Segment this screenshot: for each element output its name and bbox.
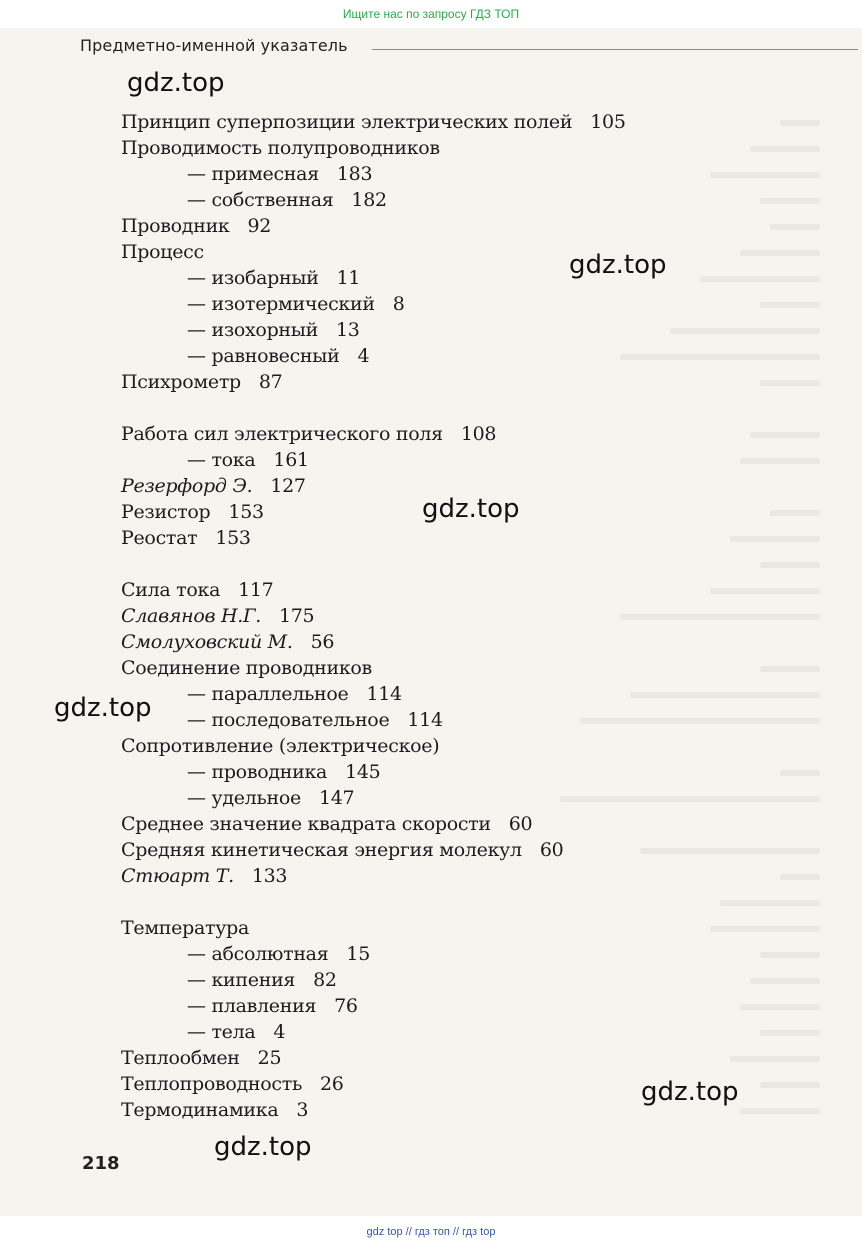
index-entry (187, 683, 402, 705)
index-entry (187, 995, 358, 1017)
entry-term: Принцип суперпозиции электрических полей (121, 111, 573, 133)
entry-dash: — (187, 709, 212, 731)
index-entry (121, 241, 204, 263)
watermark: gdz.top (127, 68, 225, 98)
index-entry (121, 475, 306, 497)
entry-term: изотермический (211, 293, 375, 315)
entry-term: Реостат (121, 527, 198, 549)
entry-page-ref: 127 (270, 475, 306, 497)
entry-page-ref: 153 (228, 501, 264, 523)
entry-page-ref: 25 (257, 1047, 282, 1069)
entry-page-ref: 92 (247, 215, 272, 237)
entry-dash: — (187, 761, 212, 783)
entry-term: удельное (211, 787, 301, 809)
entry-term: проводника (211, 761, 328, 783)
entry-term: Проводимость полупроводников (121, 137, 440, 159)
entry-dash: — (187, 943, 212, 965)
index-entry (121, 813, 532, 835)
entry-page-ref: 56 (310, 631, 335, 653)
entry-page-ref: 147 (318, 787, 355, 809)
entry-page-ref: 114 (407, 709, 443, 731)
top-banner: Ищите нас по запросу ГДЗ ТОП (342, 7, 520, 21)
entry-term: Сила тока (121, 579, 221, 601)
entry-dash: — (187, 1021, 212, 1043)
index-entry (187, 1021, 285, 1043)
entry-page-ref: 182 (351, 189, 387, 211)
entry-term: Теплопроводность (121, 1073, 302, 1095)
entry-page-ref: 105 (590, 111, 626, 133)
entry-term: Средняя кинетическая энергия молекул (121, 839, 522, 861)
entry-page-ref: 13 (336, 319, 360, 341)
entry-term: Работа сил электрического поля (121, 423, 443, 445)
entry-page-ref: 108 (460, 423, 497, 445)
index-entry (121, 839, 563, 861)
entry-dash: — (187, 995, 212, 1017)
index-entry (187, 787, 354, 809)
index-entry (121, 501, 264, 523)
header-rule (372, 49, 858, 50)
index-entry (121, 111, 626, 133)
entry-term: тела (211, 1021, 256, 1043)
watermark: gdz.top (422, 494, 520, 524)
entry-page-ref: 3 (296, 1099, 309, 1121)
index-entry (121, 1047, 281, 1069)
index-entry (121, 631, 334, 653)
entry-term: Среднее значение квадрата скорости (121, 813, 491, 835)
entry-page-ref: 183 (336, 163, 373, 185)
index-entry (121, 917, 249, 939)
entry-term: абсолютная (211, 943, 329, 965)
entry-dash: — (187, 449, 212, 471)
entry-term: собственная (211, 189, 334, 211)
index-entry (187, 163, 372, 185)
entry-page-ref: 161 (273, 449, 309, 471)
index-entry (187, 969, 337, 991)
entry-page-ref: 145 (345, 761, 381, 783)
entry-page-ref: 26 (320, 1073, 344, 1095)
page-number: 218 (82, 1153, 120, 1174)
entry-dash: — (187, 345, 212, 367)
index-entry (187, 267, 360, 289)
entry-dash: — (187, 787, 212, 809)
entry-term: последовательное (211, 709, 390, 731)
index-entry (121, 579, 273, 601)
index-entry (187, 761, 380, 783)
entry-term: изохорный (211, 319, 318, 341)
entry-page-ref: 153 (215, 527, 251, 549)
entry-term: Термодинамика (121, 1099, 279, 1121)
watermark: gdz.top (214, 1132, 312, 1162)
entry-page-ref: 114 (366, 683, 402, 705)
entry-term: примесная (211, 163, 319, 185)
entry-term: равновесный (211, 345, 340, 367)
entry-dash: — (187, 319, 212, 341)
entry-term: Славянов Н.Г. (121, 605, 261, 627)
entry-term: Смолуховский М. (121, 631, 293, 653)
entry-page-ref: 175 (278, 605, 315, 627)
entry-page-ref: 87 (258, 371, 283, 393)
entry-page-ref: 82 (313, 969, 337, 991)
entry-page-ref: 15 (346, 943, 370, 965)
entry-term: Процесс (121, 241, 204, 263)
watermark: gdz.top (641, 1077, 739, 1107)
index-entry (121, 865, 287, 887)
entry-term: Теплообмен (121, 1047, 240, 1069)
entry-page-ref: 11 (336, 267, 361, 289)
entry-term: Резерфорд Э. (121, 475, 253, 497)
entry-dash: — (187, 969, 212, 991)
entry-page-ref: 60 (508, 813, 533, 835)
entry-page-ref: 4 (357, 345, 370, 367)
index-entry (121, 1073, 344, 1095)
book-page (0, 28, 862, 1216)
entry-term: Проводник (121, 215, 230, 237)
entry-page-ref: 4 (273, 1021, 286, 1043)
index-entry (121, 657, 372, 679)
running-head: Предметно-именной указатель (80, 36, 348, 55)
entry-term: Резистор (121, 501, 211, 523)
index-entry (187, 189, 387, 211)
index-entry (121, 527, 251, 549)
index-entry (187, 345, 369, 367)
entry-dash: — (187, 189, 212, 211)
bottom-footer: gdz top // гдз топ // гдз top (366, 1226, 496, 1238)
index-entry (187, 293, 405, 315)
index-entry (121, 735, 439, 757)
entry-dash: — (187, 683, 212, 705)
entry-page-ref: 60 (539, 839, 564, 861)
entry-page-ref: 117 (238, 579, 274, 601)
watermark: gdz.top (54, 693, 152, 723)
entry-term: тока (211, 449, 256, 471)
index-entry (121, 371, 282, 393)
index-entry (187, 943, 370, 965)
index-entry (121, 137, 440, 159)
entry-page-ref: 76 (334, 995, 358, 1017)
entry-page-ref: 133 (251, 865, 288, 887)
entry-term: Психрометр (121, 371, 241, 393)
entry-page-ref: 8 (392, 293, 405, 315)
index-entry (121, 1099, 308, 1121)
index-entry (121, 423, 496, 445)
index-entry (121, 605, 314, 627)
entry-term: Стюарт Т. (121, 865, 234, 887)
entry-term: плавления (211, 995, 317, 1017)
entry-dash: — (187, 163, 212, 185)
entry-term: Сопротивление (электрическое) (121, 735, 440, 757)
index-entry (187, 449, 309, 471)
entry-term: параллельное (211, 683, 349, 705)
entry-term: кипения (211, 969, 296, 991)
entry-term: Соединение проводников (121, 657, 372, 679)
index-entry (121, 215, 271, 237)
watermark: gdz.top (569, 250, 667, 280)
entry-dash: — (187, 293, 212, 315)
entry-dash: — (187, 267, 212, 289)
index-entry (187, 709, 443, 731)
index-entry (187, 319, 360, 341)
entry-term: Температура (121, 917, 249, 939)
entry-term: изобарный (211, 267, 319, 289)
